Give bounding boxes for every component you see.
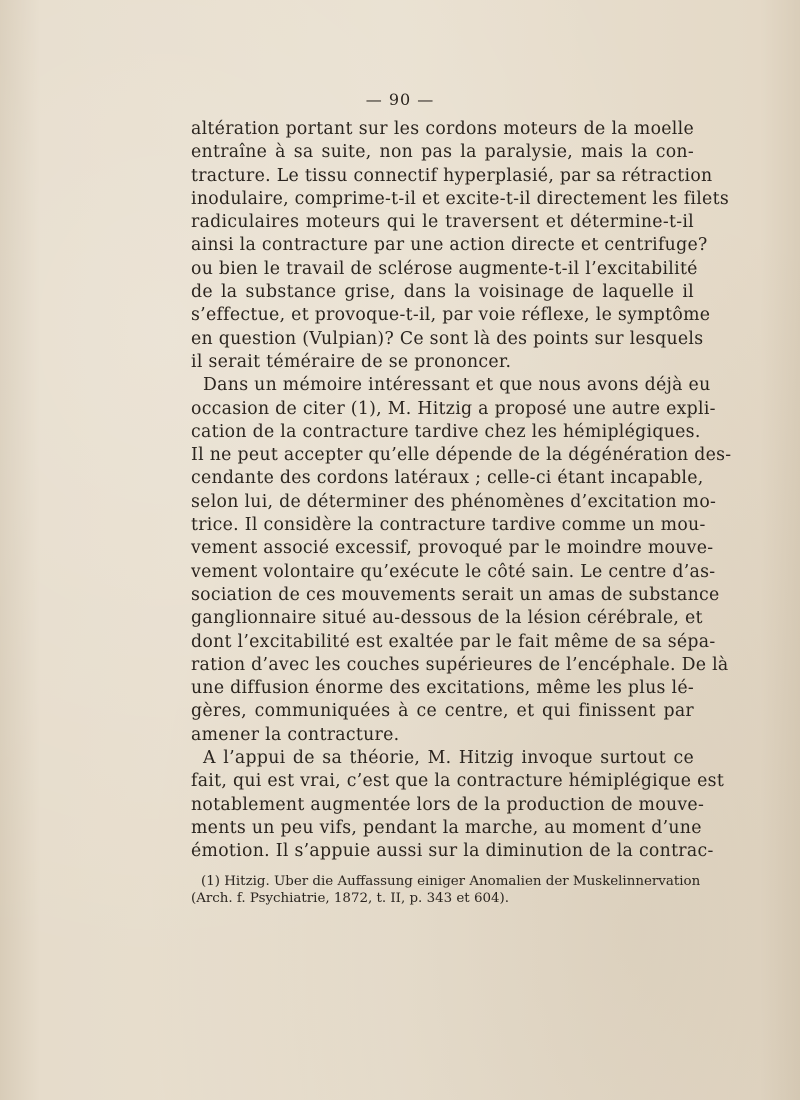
text-line: inodulaire, comprime-t-il et excite-t-il directement les filets: [191, 188, 729, 209]
text-line: occasion de citer (1), M. Hitzig a proposé une autre expli-: [191, 398, 716, 419]
text-line: trice. Il considère la contracture tardive comme un mou-: [191, 515, 706, 536]
text-line: selon lui, de déterminer des phénomènes d’excitation mo-: [191, 491, 717, 512]
paragraph-2: [191, 374, 732, 747]
text-line: ganglionnaire situé au-dessous de la lésion cérébrale, et: [191, 608, 703, 629]
text-line: notablement augmentée lors de la production de mouve-: [191, 794, 705, 815]
text-line: amener la contracture.: [191, 724, 400, 745]
text-line: cation de la contracture tardive chez les hémiplégiques.: [191, 421, 701, 442]
footnote-line: (1) Hitzig. Uber die Auffassung einiger Anomalien der Muskelinnervation: [201, 874, 701, 889]
text-line: dont l’excitabilité est exaltée par le fait même de sa sépa-: [191, 631, 716, 652]
text-line: entraîne à sa suite, non pas la paralysie, mais la con-: [191, 142, 694, 163]
text-line: ou bien le travail de sclérose augmente-t-il l’excitabilité: [191, 258, 698, 279]
text-line: ainsi la contracture par une action directe et centrifuge?: [191, 235, 708, 256]
text-line: altération portant sur les cordons moteurs de la moelle: [191, 119, 694, 139]
body-text: [191, 118, 732, 864]
text-line: ration d’avec les couches supérieures de l’encéphale. De là: [191, 654, 729, 675]
footnote: [191, 873, 701, 907]
text-line: de la substance grise, dans la voisinage de laquelle il: [191, 282, 694, 303]
text-line: une diffusion énorme des excitations, même les plus lé-: [191, 678, 694, 699]
text-line: vement associé excessif, provoqué par le moindre mouve-: [191, 538, 714, 559]
text-line: en question (Vulpian)? Ce sont là des points sur lesquels: [191, 328, 704, 349]
paragraph-3: [191, 747, 725, 863]
text-line: il serait téméraire de se prononcer.: [191, 351, 512, 372]
paragraph-1: [191, 118, 729, 374]
text-line: gères, communiquées à ce centre, et qui finissent par: [191, 701, 694, 722]
text-line: émotion. Il s’appuie aussi sur la diminution de la contrac-: [191, 841, 714, 862]
footnote-line: (Arch. f. Psychiatrie, 1872, t. II, p. 343 et 604).: [191, 891, 509, 906]
text-line: fait, qui est vrai, c’est que la contracture hémiplégique est: [191, 771, 725, 792]
text-line: s’effectue, et provoque-t-il, par voie réflexe, le symptôme: [191, 305, 711, 326]
text-line: Dans un mémoire intéressant et que nous avons déjà eu: [203, 375, 711, 396]
text-line: sociation de ces mouvements serait un amas de substance: [191, 584, 720, 605]
text-line: vement volontaire qu’exécute le côté sain. Le centre d’as-: [191, 561, 716, 582]
text-line: tracture. Le tissu connectif hyperplasié, par sa rétraction: [191, 165, 713, 186]
text-line: cendante des cordons latéraux ; celle-ci étant incapable,: [191, 468, 704, 489]
page-number: — 90 —: [365, 90, 435, 109]
text-line: ments un peu vifs, pendant la marche, au moment d’une: [191, 817, 702, 838]
text-line: A l’appui de sa théorie, M. Hitzig invoque surtout ce: [203, 748, 694, 769]
text-line: radiculaires moteurs qui le traversent et détermine-t-il: [191, 212, 694, 233]
text-line: Il ne peut accepter qu’elle dépende de la dégénération des-: [191, 445, 732, 466]
